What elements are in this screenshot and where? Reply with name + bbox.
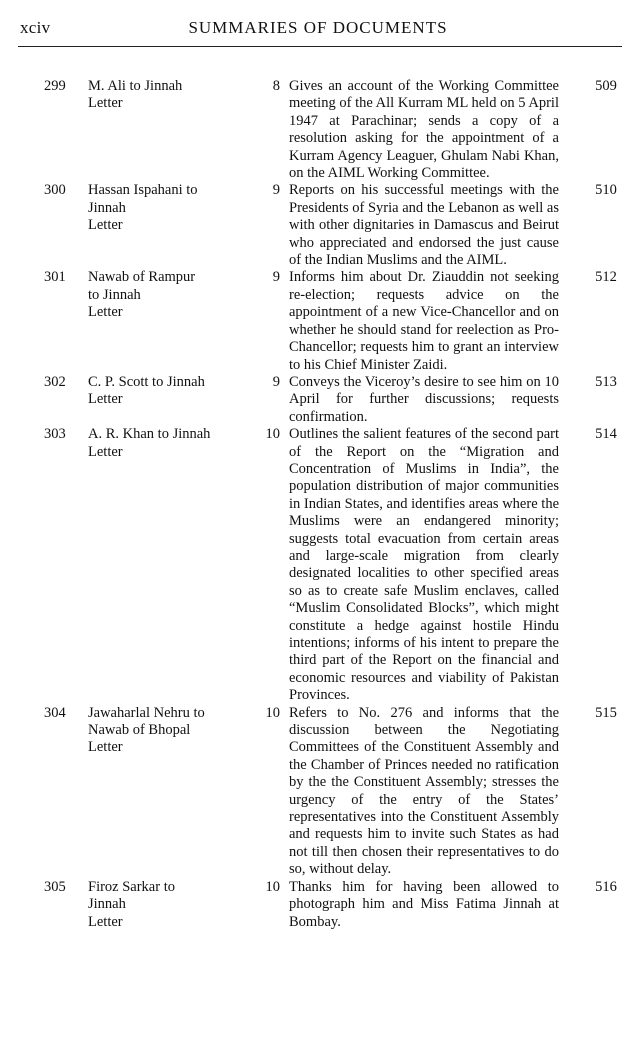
entry-page-number: 515 xyxy=(595,704,617,721)
entry-correspondent-line: Letter xyxy=(88,304,123,321)
entry-summary: Refers to No. 276 and informs that the discussion between the Negotiating Committees of the Constituent Assembly and the Chamber of Princes needed no ratification by the the Constituent Assembly; stresses the urgency of the entry of the States’ representatives into the Constituent Assembly and requests him to invite such States as had not till then chosen their representatives to do so, without delay. xyxy=(289,704,559,878)
entry-summary: Conveys the Viceroy’s desire to see him on 10 April for further discussions; requests confirmation. xyxy=(289,373,559,425)
entry-correspondent-line: Letter xyxy=(88,739,123,756)
entry-correspondent-line: A. R. Khan to Jinnah xyxy=(88,426,211,443)
entry-summary: Informs him about Dr. Ziauddin not seeking re-election; requests advice on the appointment of a new Vice-Chancellor and on whether he should stand for reelection as Pro-Chancellor; requests him to grant an interview to his Chief Minister Zaidi. xyxy=(289,269,559,373)
entry-date-ref: 10 xyxy=(265,704,280,721)
entry-summary: Thanks him for having been allowed to photograph him and Miss Fatima Jinnah at Bombay. xyxy=(289,878,559,930)
document-entry xyxy=(0,426,636,705)
header-rule xyxy=(18,46,622,47)
entry-summary: Gives an account of the Working Committee meeting of the All Kurram ML held on 5 April 1947 at Parachinar; sends a copy of a resolution asking for the appointment of a Kurram Agency Leaguer, Ghulam Nabi Khan, on the AIML Working Committee. xyxy=(289,78,559,182)
entry-page-number: 514 xyxy=(595,426,617,443)
page-title: SUMMARIES OF DOCUMENTS xyxy=(188,18,448,37)
entry-correspondent-line: Nawab of Rampur xyxy=(88,269,196,286)
document-entry xyxy=(0,182,636,269)
entry-number: 303 xyxy=(44,426,66,443)
entry-summary: Reports on his successful meetings with the Presidents of Syria and the Lebanon as well as with other dignitaries in Damascus and Beirut who appreciated and endorsed the just cause of the Indian Muslims and the AIML. xyxy=(289,182,559,269)
entry-correspondent-line: Letter xyxy=(88,95,123,112)
entry-number: 302 xyxy=(44,373,66,390)
page-number: xciv xyxy=(20,18,51,37)
document-entry xyxy=(0,269,636,373)
entry-correspondents xyxy=(88,879,238,931)
entry-page-number: 509 xyxy=(595,78,617,94)
entry-correspondents xyxy=(88,374,238,409)
entry-correspondent-line: Firoz Sarkar to xyxy=(88,878,175,895)
entry-summary: Outlines the salient features of the second part of the Report on the “Migration and Concentration of Muslims in India”, the population distribution of major communities in Indian States, and identifies areas where the Muslims were an endangered minority; suggests total evacuation from certain areas and large-scale migration from clearly designated localities to other specified areas so as to create safe Muslim enclaves, called “Muslim Consolidated Blocks”, which might constitute a hedge against hostile Hindu intentions; informs of his intent to prepare the third part of the Report on the financial and economic resources and viability of Pakistan Provinces. xyxy=(289,426,559,704)
entry-correspondent-line: Letter xyxy=(88,913,123,930)
entry-date-ref: 10 xyxy=(265,426,280,443)
entry-correspondent-line: Letter xyxy=(88,391,123,408)
running-head xyxy=(20,18,616,42)
entry-correspondents xyxy=(88,426,238,461)
entry-correspondent-line: Nawab of Bhopal xyxy=(88,722,191,739)
document-entry xyxy=(0,78,636,182)
entry-correspondents xyxy=(88,78,238,113)
entry-correspondent-line: to Jinnah xyxy=(88,286,141,303)
entry-number: 300 xyxy=(44,182,66,199)
entries-list xyxy=(0,78,636,931)
entry-correspondent-line: Jawaharlal Nehru to xyxy=(88,704,205,721)
entry-correspondent-line: C. P. Scott to Jinnah xyxy=(88,373,205,390)
entry-correspondents xyxy=(88,705,238,757)
entry-correspondents xyxy=(88,269,238,321)
entry-page-number: 512 xyxy=(595,269,617,286)
entry-correspondent-line: Jinnah xyxy=(88,199,126,216)
entry-page-number: 510 xyxy=(595,182,617,199)
entry-correspondent-line: Letter xyxy=(88,443,123,460)
entry-correspondents xyxy=(88,182,238,234)
entry-number: 301 xyxy=(44,269,66,286)
entry-correspondent-line: M. Ali to Jinnah xyxy=(88,78,183,94)
entry-number: 299 xyxy=(44,78,66,94)
entry-page-number: 513 xyxy=(595,373,617,390)
entry-date-ref: 10 xyxy=(265,878,280,895)
document-entry xyxy=(0,374,636,426)
entry-number: 305 xyxy=(44,878,66,895)
entry-date-ref: 9 xyxy=(272,373,280,390)
entry-page-number: 516 xyxy=(595,878,617,895)
document-entry xyxy=(0,879,636,931)
document-entry xyxy=(0,705,636,879)
entry-correspondent-line: Letter xyxy=(88,217,123,234)
entry-date-ref: 9 xyxy=(272,182,280,199)
entry-date-ref: 9 xyxy=(272,269,280,286)
entry-number: 304 xyxy=(44,704,66,721)
entry-date-ref: 8 xyxy=(272,78,280,94)
entry-correspondent-line: Hassan Ispahani to xyxy=(88,182,198,199)
entry-correspondent-line: Jinnah xyxy=(88,896,126,913)
